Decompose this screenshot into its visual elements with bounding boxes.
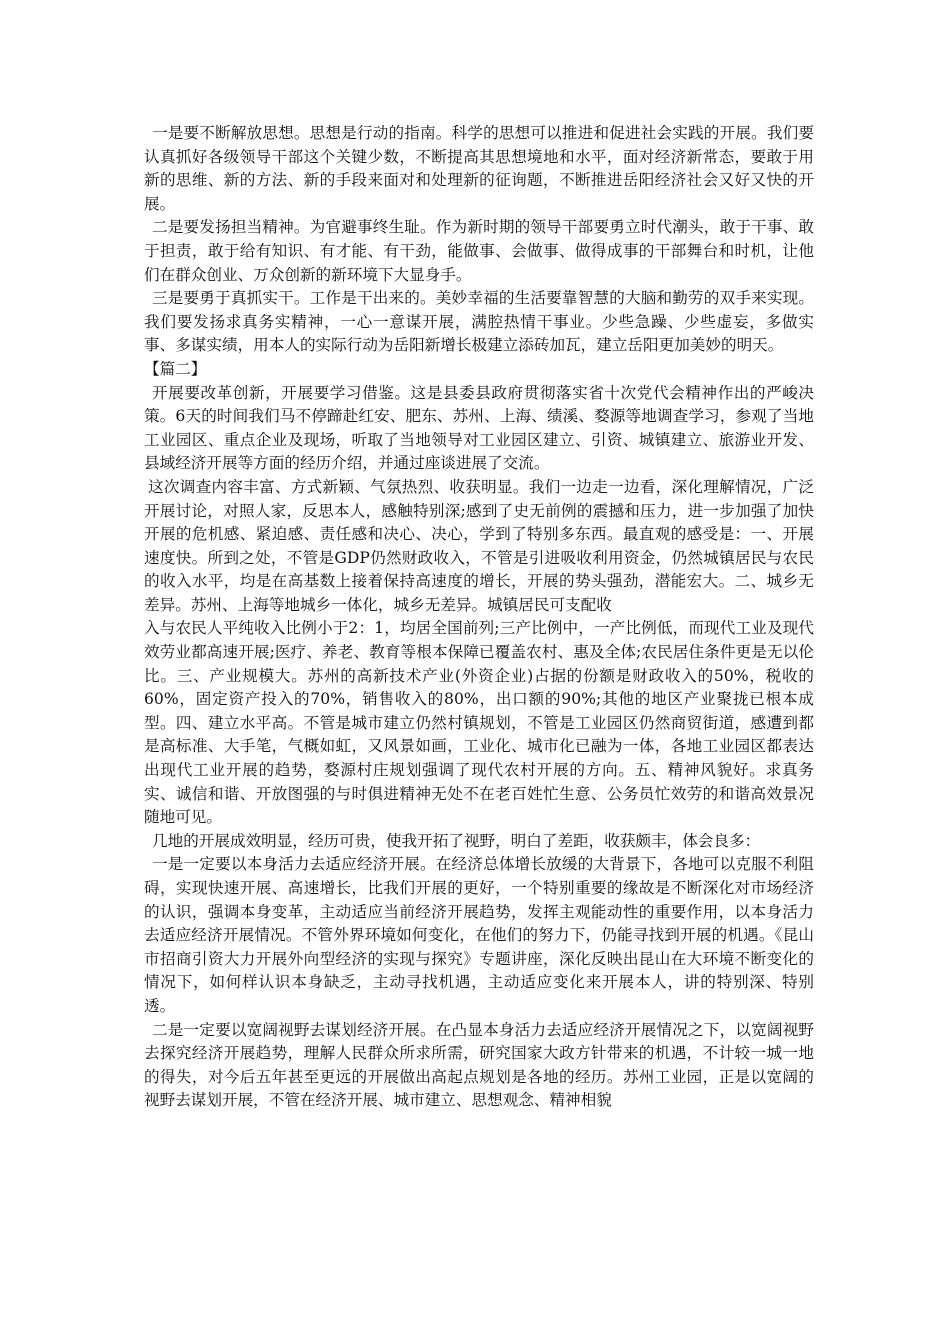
document-body: [144, 122, 814, 1113]
section-heading: 【篇二】: [144, 359, 207, 378]
paragraph-3: 三是要勇于真抓实干。工作是干出来的。美妙幸福的生活要靠智慧的大脑和勤劳的双手来实现。我们要发扬求真务实精神，一心一意谋开展，满腔热情干事业。少些急躁、少些虚妄，多做实事、多谋实绩，用本人的实际行动为岳阳新增长极建立添砖加瓦，建立岳阳更加美妙的明天。: [144, 289, 814, 355]
paragraph-4: 开展要改革创新，开展要学习借鉴。这是县委县政府贯彻落实省十次党代会精神作出的严峻决策。6天的时间我们马不停蹄赴红安、肥东、苏州、上海、绩溪、婺源等地调查学习，参观了当地工业园区、重点企业及现场，听取了当地领导对工业园区建立、引资、城镇建立、旅游业开发、县域经济开展等方面的经历介绍，并通过座谈进展了交流。: [144, 383, 814, 473]
paragraph-6: 入与农民人平纯收入比例小于2：1，均居全国前列;三产比例中，一产比例低，而现代工业及现代效劳业都高速开展;医疗、养老、教育等根本保障已覆盖农村、惠及全体;农民居住条件更是无以伦比。三、产业规模大。苏州的高新技术产业(外资企业)占据的份额是财政收入的50%，税收的60%，固定资产投入的70%，销售收入的80%，出口额的90%;其他的地区产业聚拢已根本成型。四、建立水平高。不管是城市建立仍然村镇规划，不管是工业园区仍然商贸街道，感遭到都是高标准、大手笔，气概如虹，又风景如画，工业化、城市化已融为一体，各地工业园区都表达出现代工业开展的趋势，婺源村庄规划强调了现代农村开展的方向。五、精神风貌好。求真务实、诚信和谐、开放图强的与时俱进精神无处不在老百姓忙生意、公务员忙效劳的和谐高效景况随地可见。: [144, 619, 814, 827]
paragraph-1: 一是要不断解放思想。思想是行动的指南。科学的思想可以推进和促进社会实践的开展。我们要认真抓好各级领导干部这个关键少数，不断提高其思想境地和水平，面对经济新常态，要敢于用新的思维、新的方法、新的手段来面对和处理新的征询题，不断推进岳阳经济社会又好又快的开展。: [144, 124, 814, 213]
paragraph-2: 二是要发扬担当精神。为官避事终生耻。作为新时期的领导干部要勇立时代潮头，敢于干事、敢于担责，敢于给有知识、有才能、有干劲，能做事、会做事、做得成事的干部舞台和时机，让他们在群众创业、万众创新的新环境下大显身手。: [144, 218, 814, 284]
paragraph-8: 一是一定要以本身活力去适应经济开展。在经济总体增长放缓的大背景下，各地可以克服不利阻碍，实现快速开展、高速增长，比我们开展的更好，一个特别重要的缘故是不断深化对市场经济的认识，强调本身变革，主动适应当前经济开展趋势，发挥主观能动性的重要作用，以本身活力去适应经济开展情况。不管外界环境如何变化，在他们的努力下，仍能寻找到开展的机遇。《昆山市招商引资大力开展外向型经济的实现与探究》专题讲座，深化反映出昆山在大环境不断变化的情况下，如何样认识本身缺乏，主动寻找机遇，主动适应变化来开展本人，讲的特别深、特别透。: [144, 855, 814, 1015]
paragraph-9: 二是一定要以宽阔视野去谋划经济开展。在凸显本身活力去适应经济开展情况之下，以宽阔视野去探究经济开展趋势，理解人民群众所求所需，研究国家大政方针带来的机遇，不计较一城一地的得失，对今后五年甚至更远的开展做出高起点规划是各地的经历。苏州工业园，正是以宽阔的视野去谋划开展，不管在经济开展、城市建立、思想观念、精神相貌: [144, 1020, 814, 1110]
paragraph-5: 这次调查内容丰富、方式新颖、气氛热烈、收获明显。我们一边走一边看，深化理解情况，广泛开展讨论，对照人家，反思本人，感触特别深;感到了史无前例的震撼和压力，进一步加强了加快开展的危机感、紧迫感、责任感和决心、决心，学到了特别多东西。最直观的感受是：一、开展速度快。所到之处，不管是GDP仍然财政收入，不管是引进吸收利用资金，仍然城镇居民与农民的收入水平，均是在高基数上接着保持高速度的增长，开展的势头强劲，潜能宏大。二、城乡无差异。苏州、上海等地城乡一体化，城乡无差异。城镇居民可支配收: [144, 477, 814, 614]
paragraph-7: 几地的开展成效明显，经历可贵，使我开拓了视野，明白了差距，收获颇丰，体会良多：: [152, 831, 761, 850]
